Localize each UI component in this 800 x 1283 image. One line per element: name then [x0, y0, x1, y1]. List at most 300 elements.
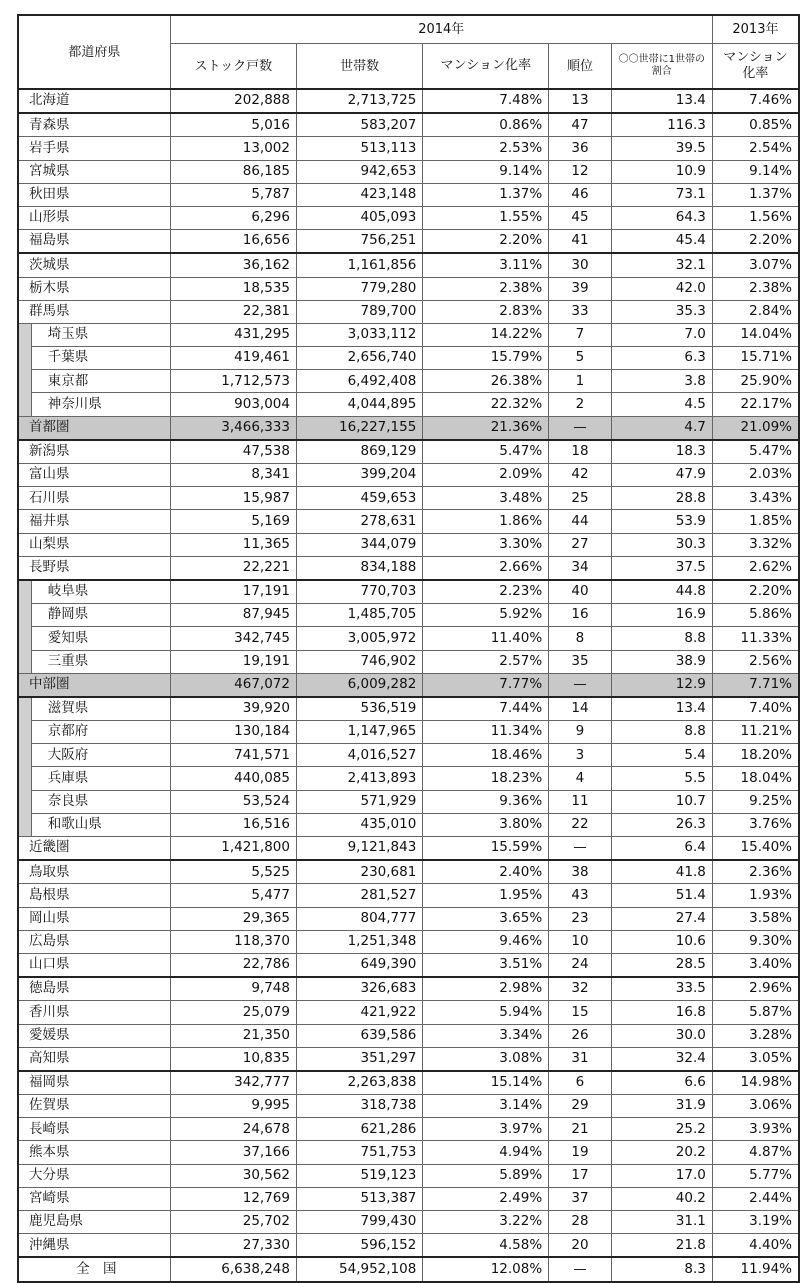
table-row: [18, 160, 799, 183]
region-group-bar: [18, 697, 31, 837]
mansion-rate-2013-value: 3.32%: [712, 533, 799, 556]
mansion-rate-value: 3.22%: [423, 1211, 549, 1234]
table-row: [18, 510, 799, 533]
mansion-rate-value: 3.30%: [423, 533, 549, 556]
national-total-label: 全 国: [18, 1257, 170, 1281]
stock-value: 30,562: [170, 1164, 296, 1187]
rank-value: 28: [549, 1211, 612, 1234]
households-value: 869,129: [296, 440, 422, 464]
mansion-rate-2013-value: 1.85%: [712, 510, 799, 533]
mansion-rate-value: 2.23%: [423, 580, 549, 604]
mansion-rate-value: 9.46%: [423, 930, 549, 953]
table-row: [18, 977, 799, 1001]
households-value: 799,430: [296, 1211, 422, 1234]
prefecture-name: 大阪府: [31, 744, 170, 767]
prefecture-name: 静岡県: [31, 604, 170, 627]
rank-value: 9: [549, 721, 612, 744]
mansion-rate-value: 11.34%: [423, 721, 549, 744]
stock-value: 13,002: [170, 137, 296, 160]
table-row: [18, 487, 799, 510]
mansion-rate-value: 12.08%: [423, 1257, 549, 1281]
households-value: 804,777: [296, 907, 422, 930]
households-value: 399,204: [296, 464, 422, 487]
mansion-rate-2013-value: 3.07%: [712, 253, 799, 277]
households-value: 4,044,895: [296, 393, 422, 416]
rank-value: 1: [549, 370, 612, 393]
household-ratio-value: 6.6: [611, 1071, 712, 1095]
mansion-rate-value: 26.38%: [423, 370, 549, 393]
rank-value: 45: [549, 206, 612, 229]
table-row: [18, 1024, 799, 1047]
mansion-rate-value: 3.51%: [423, 953, 549, 977]
household-ratio-value: 12.9: [611, 673, 712, 697]
rank-value: —: [549, 416, 612, 440]
households-value: 326,683: [296, 977, 422, 1001]
mansion-rate-2013-value: 2.62%: [712, 556, 799, 580]
households-value: 639,586: [296, 1024, 422, 1047]
table-row: [18, 1234, 799, 1258]
mansion-rate-value: 2.09%: [423, 464, 549, 487]
stock-value: 24,678: [170, 1118, 296, 1141]
rank-value: 27: [549, 533, 612, 556]
rank-value: —: [549, 1257, 612, 1281]
rank-value: 4: [549, 767, 612, 790]
households-value: 3,033,112: [296, 323, 422, 346]
mansion-rate-2013-value: 3.58%: [712, 907, 799, 930]
mansion-rate-value: 21.36%: [423, 416, 549, 440]
households-value: 571,929: [296, 790, 422, 813]
stock-value: 440,085: [170, 767, 296, 790]
table-row: [18, 953, 799, 977]
mansion-rate-value: 4.94%: [423, 1141, 549, 1164]
table-row: [18, 790, 799, 813]
rank-value: 31: [549, 1047, 612, 1071]
rank-value: 13: [549, 89, 612, 113]
mansion-rate-value: 22.32%: [423, 393, 549, 416]
mansion-rate-value: 1.55%: [423, 206, 549, 229]
rank-value: 20: [549, 1234, 612, 1258]
household-ratio-value: 53.9: [611, 510, 712, 533]
prefecture-name: 沖縄県: [18, 1234, 170, 1258]
rank-value: 6: [549, 1071, 612, 1095]
households-value: 421,922: [296, 1001, 422, 1024]
prefecture-name: 高知県: [18, 1047, 170, 1071]
household-ratio-value: 40.2: [611, 1187, 712, 1210]
household-ratio-value: 39.5: [611, 137, 712, 160]
households-value: 513,113: [296, 137, 422, 160]
mansion-rate-2013-value: 4.40%: [712, 1234, 799, 1258]
table-row: [18, 300, 799, 323]
stock-value: 419,461: [170, 347, 296, 370]
mansion-rate-2013-value: 1.93%: [712, 884, 799, 907]
prefecture-name: 岐阜県: [31, 580, 170, 604]
rank-value: 42: [549, 464, 612, 487]
households-value: 596,152: [296, 1234, 422, 1258]
mansion-rate-2013-value: 11.21%: [712, 721, 799, 744]
table-row: [18, 1187, 799, 1210]
mansion-rate-2013-value: 5.77%: [712, 1164, 799, 1187]
table-row: [18, 347, 799, 370]
mansion-rate-value: 2.53%: [423, 137, 549, 160]
households-value: 2,413,893: [296, 767, 422, 790]
stock-value: 29,365: [170, 907, 296, 930]
rank-value: 8: [549, 627, 612, 650]
mansion-rate-value: 5.47%: [423, 440, 549, 464]
rank-value: 19: [549, 1141, 612, 1164]
prefecture-name: 福岡県: [18, 1071, 170, 1095]
table-row: [18, 813, 799, 836]
rank-value: 34: [549, 556, 612, 580]
rank-value: 29: [549, 1095, 612, 1118]
header-mansion-rate: マンション化率: [423, 44, 549, 90]
prefecture-name: 北海道: [18, 89, 170, 113]
household-ratio-value: 5.4: [611, 744, 712, 767]
stock-value: 5,525: [170, 860, 296, 884]
mansion-rate-value: 5.94%: [423, 1001, 549, 1024]
mansion-rate-value: 2.20%: [423, 230, 549, 254]
region-group-bar: [18, 580, 31, 673]
household-ratio-value: 44.8: [611, 580, 712, 604]
household-ratio-value: 10.6: [611, 930, 712, 953]
table-row: [18, 1118, 799, 1141]
stock-value: 16,656: [170, 230, 296, 254]
stock-value: 53,524: [170, 790, 296, 813]
household-ratio-value: 116.3: [611, 113, 712, 137]
table-row: [18, 393, 799, 416]
header-year-2014: 2014年: [170, 15, 712, 44]
stock-value: 21,350: [170, 1024, 296, 1047]
household-ratio-value: 16.8: [611, 1001, 712, 1024]
stock-value: 22,221: [170, 556, 296, 580]
mansion-rate-2013-value: 7.40%: [712, 697, 799, 721]
region-name: 中部圏: [18, 673, 170, 697]
mansion-rate-2013-value: 2.36%: [712, 860, 799, 884]
stock-value: 47,538: [170, 440, 296, 464]
mansion-rate-2013-value: 7.46%: [712, 89, 799, 113]
stock-value: 118,370: [170, 930, 296, 953]
mansion-rate-table-container: [17, 14, 800, 1283]
table-row: [18, 1001, 799, 1024]
region-subtotal-row: [18, 673, 799, 697]
households-value: 435,010: [296, 813, 422, 836]
rank-value: 22: [549, 813, 612, 836]
stock-value: 342,745: [170, 627, 296, 650]
households-value: 583,207: [296, 113, 422, 137]
mansion-rate-value: 4.58%: [423, 1234, 549, 1258]
prefecture-name: 徳島県: [18, 977, 170, 1001]
rank-value: —: [549, 673, 612, 697]
mansion-rate-2013-value: 3.28%: [712, 1024, 799, 1047]
stock-value: 130,184: [170, 721, 296, 744]
prefecture-name: 埼玉県: [31, 323, 170, 346]
table-row: [18, 1047, 799, 1071]
prefecture-name: 兵庫県: [31, 767, 170, 790]
prefecture-name: 秋田県: [18, 183, 170, 206]
households-value: 54,952,108: [296, 1257, 422, 1281]
stock-value: 87,945: [170, 604, 296, 627]
mansion-rate-value: 18.46%: [423, 744, 549, 767]
rank-value: 5: [549, 347, 612, 370]
prefecture-name: 奈良県: [31, 790, 170, 813]
mansion-rate-value: 3.48%: [423, 487, 549, 510]
rank-value: 37: [549, 1187, 612, 1210]
mansion-rate-2013-value: 3.76%: [712, 813, 799, 836]
prefecture-name: 宮城県: [18, 160, 170, 183]
table-row: [18, 860, 799, 884]
households-value: 2,656,740: [296, 347, 422, 370]
prefecture-name: 香川県: [18, 1001, 170, 1024]
table-row: [18, 930, 799, 953]
rank-value: 41: [549, 230, 612, 254]
rank-value: 18: [549, 440, 612, 464]
mansion-rate-value: 15.79%: [423, 347, 549, 370]
stock-value: 8,341: [170, 464, 296, 487]
mansion-rate-2013-value: 9.30%: [712, 930, 799, 953]
mansion-rate-2013-value: 4.87%: [712, 1141, 799, 1164]
households-value: 351,297: [296, 1047, 422, 1071]
mansion-rate-value: 3.08%: [423, 1047, 549, 1071]
household-ratio-value: 32.4: [611, 1047, 712, 1071]
rank-value: 40: [549, 580, 612, 604]
mansion-rate-2013-value: 11.33%: [712, 627, 799, 650]
households-value: 513,387: [296, 1187, 422, 1210]
mansion-rate-2013-value: 2.84%: [712, 300, 799, 323]
prefecture-name: 茨城県: [18, 253, 170, 277]
households-value: 459,653: [296, 487, 422, 510]
households-value: 281,527: [296, 884, 422, 907]
stock-value: 431,295: [170, 323, 296, 346]
households-value: 834,188: [296, 556, 422, 580]
household-ratio-value: 7.0: [611, 323, 712, 346]
household-ratio-value: 8.8: [611, 627, 712, 650]
rank-value: 25: [549, 487, 612, 510]
stock-value: 27,330: [170, 1234, 296, 1258]
mansion-rate-value: 1.37%: [423, 183, 549, 206]
mansion-rate-value: 2.38%: [423, 277, 549, 300]
mansion-rate-value: 7.77%: [423, 673, 549, 697]
stock-value: 202,888: [170, 89, 296, 113]
prefecture-name: 島根県: [18, 884, 170, 907]
stock-value: 5,016: [170, 113, 296, 137]
prefecture-name: 福井県: [18, 510, 170, 533]
rank-value: 11: [549, 790, 612, 813]
table-row: [18, 440, 799, 464]
households-value: 519,123: [296, 1164, 422, 1187]
stock-value: 19,191: [170, 650, 296, 673]
mansion-rate-value: 2.49%: [423, 1187, 549, 1210]
households-value: 1,251,348: [296, 930, 422, 953]
mansion-rate-2013-value: 18.04%: [712, 767, 799, 790]
rank-value: 3: [549, 744, 612, 767]
stock-value: 25,702: [170, 1211, 296, 1234]
mansion-rate-2013-value: 3.05%: [712, 1047, 799, 1071]
prefecture-name: 愛媛県: [18, 1024, 170, 1047]
mansion-rate-value: 5.92%: [423, 604, 549, 627]
table-row: [18, 767, 799, 790]
household-ratio-value: 31.9: [611, 1095, 712, 1118]
household-ratio-value: 4.5: [611, 393, 712, 416]
stock-value: 9,748: [170, 977, 296, 1001]
household-ratio-value: 41.8: [611, 860, 712, 884]
mansion-rate-2013-value: 2.20%: [712, 580, 799, 604]
stock-value: 5,169: [170, 510, 296, 533]
table-row: [18, 837, 799, 861]
stock-value: 903,004: [170, 393, 296, 416]
stock-value: 9,995: [170, 1095, 296, 1118]
table-row: [18, 650, 799, 673]
mansion-rate-value: 1.95%: [423, 884, 549, 907]
rank-value: 36: [549, 137, 612, 160]
table-row: [18, 556, 799, 580]
stock-value: 1,712,573: [170, 370, 296, 393]
mansion-rate-2013-value: 14.98%: [712, 1071, 799, 1095]
prefecture-name: 熊本県: [18, 1141, 170, 1164]
households-value: 1,161,856: [296, 253, 422, 277]
household-ratio-value: 27.4: [611, 907, 712, 930]
table-row: [18, 137, 799, 160]
prefecture-name: 山形県: [18, 206, 170, 229]
table-row: [18, 744, 799, 767]
households-value: 278,631: [296, 510, 422, 533]
mansion-rate-2013-value: 3.43%: [712, 487, 799, 510]
prefecture-name: 山口県: [18, 953, 170, 977]
rank-value: 26: [549, 1024, 612, 1047]
household-ratio-value: 33.5: [611, 977, 712, 1001]
household-ratio-value: 6.4: [611, 837, 712, 861]
households-value: 318,738: [296, 1095, 422, 1118]
households-value: 649,390: [296, 953, 422, 977]
mansion-rate-2013-value: 2.03%: [712, 464, 799, 487]
household-ratio-value: 6.3: [611, 347, 712, 370]
mansion-rate-table: [17, 14, 800, 1283]
prefecture-name: 愛知県: [31, 627, 170, 650]
prefecture-name: 新潟県: [18, 440, 170, 464]
stock-value: 22,381: [170, 300, 296, 323]
households-value: 344,079: [296, 533, 422, 556]
prefecture-name: 長野県: [18, 556, 170, 580]
header-households: 世帯数: [296, 44, 422, 90]
household-ratio-value: 5.5: [611, 767, 712, 790]
table-row: [18, 533, 799, 556]
households-value: 230,681: [296, 860, 422, 884]
mansion-rate-2013-value: 2.56%: [712, 650, 799, 673]
mansion-rate-value: 1.86%: [423, 510, 549, 533]
mansion-rate-value: 14.22%: [423, 323, 549, 346]
table-row: [18, 1095, 799, 1118]
mansion-rate-2013-value: 3.40%: [712, 953, 799, 977]
rank-value: 39: [549, 277, 612, 300]
table-row: [18, 370, 799, 393]
mansion-rate-2013-value: 2.38%: [712, 277, 799, 300]
prefecture-name: 青森県: [18, 113, 170, 137]
household-ratio-value: 10.9: [611, 160, 712, 183]
rank-value: 10: [549, 930, 612, 953]
prefecture-name: 和歌山県: [31, 813, 170, 836]
mansion-rate-2013-value: 2.54%: [712, 137, 799, 160]
households-value: 1,485,705: [296, 604, 422, 627]
prefecture-name: 長崎県: [18, 1118, 170, 1141]
mansion-rate-value: 3.65%: [423, 907, 549, 930]
rank-value: 32: [549, 977, 612, 1001]
household-ratio-value: 37.5: [611, 556, 712, 580]
mansion-rate-value: 2.57%: [423, 650, 549, 673]
mansion-rate-value: 3.34%: [423, 1024, 549, 1047]
stock-value: 18,535: [170, 277, 296, 300]
stock-value: 22,786: [170, 953, 296, 977]
rank-value: 43: [549, 884, 612, 907]
table-row: [18, 89, 799, 113]
prefecture-name: 神奈川県: [31, 393, 170, 416]
rank-value: 7: [549, 323, 612, 346]
stock-value: 342,777: [170, 1071, 296, 1095]
households-value: 6,492,408: [296, 370, 422, 393]
household-ratio-value: 42.0: [611, 277, 712, 300]
households-value: 4,016,527: [296, 744, 422, 767]
rank-value: 15: [549, 1001, 612, 1024]
prefecture-name: 滋賀県: [31, 697, 170, 721]
mansion-rate-2013-value: 14.04%: [712, 323, 799, 346]
table-row: [18, 113, 799, 137]
rank-value: 44: [549, 510, 612, 533]
header-mansion-rate-2013: マンション化率: [712, 44, 799, 90]
table-header: [18, 15, 799, 89]
table-row: [18, 277, 799, 300]
mansion-rate-2013-value: 0.85%: [712, 113, 799, 137]
mansion-rate-2013-value: 1.37%: [712, 183, 799, 206]
region-subtotal-row: [18, 416, 799, 440]
household-ratio-value: 30.0: [611, 1024, 712, 1047]
mansion-rate-2013-value: 15.40%: [712, 837, 799, 861]
households-value: 751,753: [296, 1141, 422, 1164]
prefecture-name: 富山県: [18, 464, 170, 487]
table-row: [18, 697, 799, 721]
stock-value: 17,191: [170, 580, 296, 604]
households-value: 2,263,838: [296, 1071, 422, 1095]
households-value: 942,653: [296, 160, 422, 183]
prefecture-name: 大分県: [18, 1164, 170, 1187]
mansion-rate-value: 0.86%: [423, 113, 549, 137]
mansion-rate-value: 2.83%: [423, 300, 549, 323]
household-ratio-value: 10.7: [611, 790, 712, 813]
region-group-bar: [18, 323, 31, 416]
mansion-rate-value: 5.89%: [423, 1164, 549, 1187]
mansion-rate-2013-value: 11.94%: [712, 1257, 799, 1281]
mansion-rate-value: 18.23%: [423, 767, 549, 790]
stock-value: 6,638,248: [170, 1257, 296, 1281]
mansion-rate-value: 3.11%: [423, 253, 549, 277]
household-ratio-value: 73.1: [611, 183, 712, 206]
households-value: 756,251: [296, 230, 422, 254]
rank-value: 21: [549, 1118, 612, 1141]
rank-value: 38: [549, 860, 612, 884]
household-ratio-value: 8.8: [611, 721, 712, 744]
table-row: [18, 1164, 799, 1187]
household-ratio-value: 20.2: [611, 1141, 712, 1164]
prefecture-name: 東京都: [31, 370, 170, 393]
stock-value: 467,072: [170, 673, 296, 697]
mansion-rate-value: 7.48%: [423, 89, 549, 113]
stock-value: 12,769: [170, 1187, 296, 1210]
rank-value: 17: [549, 1164, 612, 1187]
table-row: [18, 721, 799, 744]
household-ratio-value: 28.5: [611, 953, 712, 977]
national-total-row: [18, 1257, 799, 1281]
header-rank: 順位: [549, 44, 612, 90]
households-value: 621,286: [296, 1118, 422, 1141]
prefecture-name: 石川県: [18, 487, 170, 510]
table-row: [18, 907, 799, 930]
stock-value: 10,835: [170, 1047, 296, 1071]
